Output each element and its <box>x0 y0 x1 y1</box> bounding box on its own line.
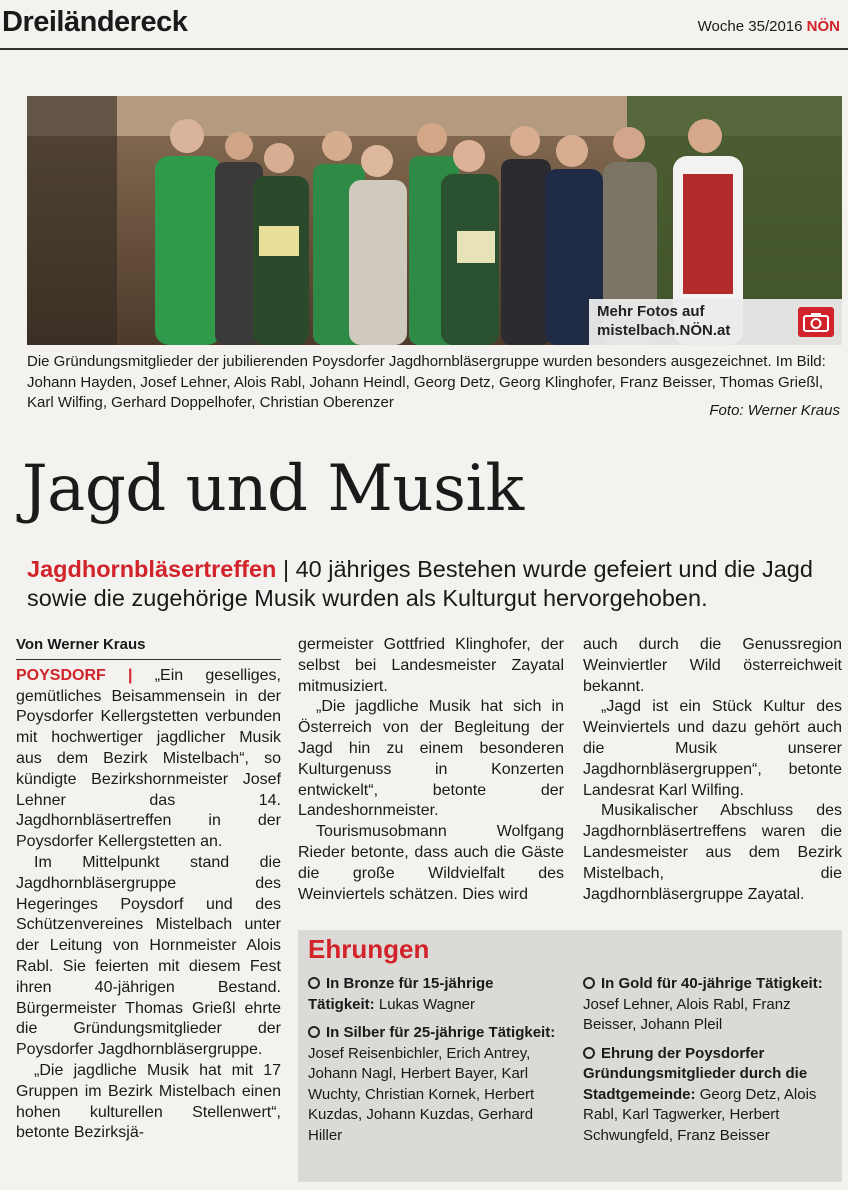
paragraph-text: „Ein geselliges, gemütliches Beisammensein in der Poysdorfer Kellergstetten verbunden mit hochwertiger jagdlicher Musik aus dem Bezirk Mistelbach“, so kündigte Bezirkshornmeister Josef Lehner das 14. Jagdhornbläsertreffen in der Poysdorfer Kellergstetten an. <box>16 666 281 851</box>
honor-label: In Bronze für 15-jährige Tätigkeit: <box>308 975 494 1013</box>
circle-bullet-icon <box>583 1047 595 1059</box>
subhead-text: 40 jähriges Bestehen wurde gefeiert und die Jagd sowie die zugehörige Musik wurden als Kulturgut hervorgehoben. <box>27 556 813 611</box>
paragraph: Tourismusobmann Wolfgang Rieder betonte, dass auch die Gäste die große Wildvielfalt des Weinviertels schätzen. Dies wird <box>298 823 564 903</box>
more-photos-label: Mehr Fotos auf <box>597 303 705 320</box>
issue-week <box>698 18 840 35</box>
paragraph: „Die jagdliche Musik hat sich in Österreich von der Begleitung der Jagd hin zu einem besonderen Kulturgenuss in Konzerten entwickelt“, betonte der Landeshornmeister. <box>298 698 564 820</box>
headline: Jagd und Musik <box>22 452 524 526</box>
header-rule <box>0 48 848 50</box>
subheadline <box>27 555 842 613</box>
article-column-1 <box>16 635 281 1144</box>
paragraph: Musikalischer Abschluss des Jagdhornbläsertreffens waren die Landesmeister aus dem Bezirk Mistelbach, die Jagdhornbläsergruppe Zayatal. <box>583 802 842 903</box>
article-column-2 <box>298 635 564 905</box>
kicker: Jagdhornbläsertreffen <box>27 556 277 582</box>
byline: Von Werner Kraus <box>16 635 281 660</box>
circle-bullet-icon <box>583 977 595 989</box>
honor-names: Josef Lehner, Alois Rabl, Franz Beisser, Johann Pleil <box>583 995 791 1033</box>
paragraph: auch durch die Genussregion Weinviertler Wild österreichweit bekannt. <box>583 636 842 695</box>
photo-credit: Foto: Werner Kraus <box>709 402 840 419</box>
circle-bullet-icon <box>308 977 320 989</box>
honor-entry <box>308 1023 563 1146</box>
paragraph: Im Mittelpunkt stand die Jagdhornbläsergruppe des Hegeringes Poysdorf und des Schützenvereines Mistelbach unter der Leitung von Hornmeister Alois Rabl. Sie feierten mit diesem Fest ihren 40-jährigen Bestand. Bürgermeister Thomas Grießl ehrte die Gründungsmitglieder der Poysdorfer Jagdhornbläsergruppe. <box>16 853 281 1059</box>
article-photo <box>27 96 842 345</box>
page-header <box>0 0 848 50</box>
honors-column-2 <box>583 974 833 1154</box>
paragraph <box>16 666 281 853</box>
paragraph: „Die jagdliche Musik hat mit 17 Gruppen im Bezirk Mistelbach einen hohen kulturellen Stellenwert“, betonte Bezirksjä- <box>16 1061 281 1142</box>
honor-label: Ehrung der Poysdorfer Gründungsmitglieder durch die Stadtgemeinde: <box>583 1044 808 1103</box>
week-label: Woche 35/2016 <box>697 18 803 35</box>
honor-entry <box>583 1044 833 1147</box>
dateline: POYSDORF | <box>16 666 133 684</box>
honors-title: Ehrungen <box>308 934 430 964</box>
more-photos-url[interactable]: mistelbach.NÖN.at <box>597 322 731 339</box>
paragraph: germeister Gottfried Klinghofer, der selbst bei Landesmeister Zayatal mitmusiziert. <box>298 636 564 695</box>
paragraph: „Jagd ist ein Stück Kultur des Weinviertels und dazu gehört auch die Musik unserer Jagdhornbläsergruppen“, betonte Landesrat Karl Wilfing. <box>583 698 842 799</box>
honor-label: In Gold für 40-jährige Tätigkeit: <box>601 975 823 992</box>
more-photos-box[interactable] <box>589 299 842 345</box>
photo-caption: Die Gründungsmitglieder der jubilierenden Poysdorfer Jagdhornbläsergruppe wurden besonders ausgezeichnet. Im Bild: Johann Hayden, Josef Lehner, Alois Rabl, Johann Heindl, Georg Detz, Georg Klinghofer, Franz Beisser, Thomas Grießl, Karl Wilfing, Gerhard Doppelhofer, Christian Oberenzer <box>27 353 826 411</box>
honor-names: Georg Detz, Alois Rabl, Karl Tagwerker, Herbert Schwungfeld, Franz Beisser <box>583 1085 817 1144</box>
honors-column-1 <box>308 974 563 1154</box>
section-title: Dreiländereck <box>2 6 188 38</box>
honor-entry <box>308 974 563 1015</box>
honor-entry <box>583 974 833 1036</box>
article-column-3 <box>583 635 842 905</box>
honor-names: Josef Reisenbichler, Erich Antrey, Johann Nagl, Herbert Bayer, Karl Wuchty, Christian Kornek, Herbert Kuzdas, Johann Kuzdas, Gerhard Hiller <box>308 1044 535 1144</box>
honors-box <box>298 930 842 1182</box>
camera-icon <box>798 307 834 337</box>
honor-label: In Silber für 25-jährige Tätigkeit: <box>326 1024 556 1041</box>
kicker-separator: | <box>276 556 296 582</box>
brand-logo: NÖN <box>806 18 840 35</box>
honor-names: Lukas Wagner <box>378 995 476 1013</box>
circle-bullet-icon <box>308 1026 320 1038</box>
